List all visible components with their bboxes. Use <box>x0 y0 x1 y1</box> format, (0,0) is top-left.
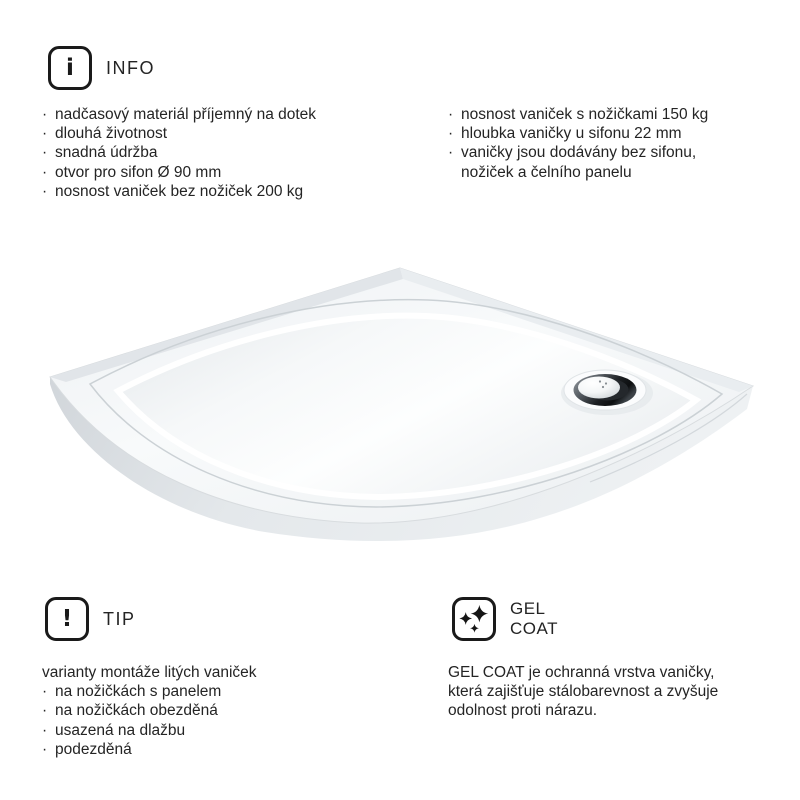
info-list-right <box>448 105 788 182</box>
bullet-marker: · <box>42 683 48 701</box>
paragraph-line <box>448 682 788 701</box>
info-icon <box>48 46 92 90</box>
gelcoat-title-line1: GEL <box>510 599 546 618</box>
info-list-left <box>42 105 392 201</box>
drain-dome-cap <box>578 377 620 399</box>
gelcoat-section-header <box>452 597 558 641</box>
list-item <box>42 740 382 759</box>
info-section-title: INFO <box>106 57 155 78</box>
gelcoat-title-line2: COAT <box>510 619 558 638</box>
list-item <box>42 124 392 143</box>
list-item <box>448 124 788 143</box>
paragraph-line-text: která zajišťuje stálobarevnost a zvyšuje <box>448 683 719 701</box>
bullet-marker: · <box>42 182 48 200</box>
sparkle-large <box>471 605 489 623</box>
tip-icon-glyph: ! <box>61 605 73 632</box>
tip-section-title: TIP <box>103 608 136 629</box>
list-item-text: vaničky jsou dodávány bez sifonu, <box>461 144 697 162</box>
list-item-text: varianty montáže litých vaniček <box>42 664 257 681</box>
drain-dot <box>605 382 607 384</box>
list-item-text: nadčasový materiál příjemný na dotek <box>55 106 317 123</box>
info-section-header <box>48 46 155 90</box>
list-item-text: na nožičkách obezděná <box>55 702 218 720</box>
list-item <box>42 105 392 124</box>
shower-tray-drawing <box>30 246 770 556</box>
list-item <box>448 163 788 182</box>
paragraph-line-text: GEL COAT je ochranná vrstva vaničky, <box>448 664 715 681</box>
list-item-text: dlouhá životnost <box>55 125 168 143</box>
bullet-marker: · <box>448 106 454 123</box>
drain-dot <box>599 380 601 382</box>
list-item <box>448 105 788 124</box>
list-item-text: na nožičkách s panelem <box>55 683 222 701</box>
bullet-marker: · <box>42 721 48 739</box>
bullet-marker: · <box>42 106 48 123</box>
bullet-marker: · <box>42 702 48 720</box>
list-item <box>42 682 382 701</box>
list-item <box>42 663 382 682</box>
sparkle-medium <box>459 612 472 625</box>
list-item-text: nosnost vaniček s nožičkami 150 kg <box>461 106 709 123</box>
info-icon-glyph: i <box>66 54 74 81</box>
sparkle-small <box>470 624 479 633</box>
sparkles-icon <box>452 597 496 641</box>
list-item-text: nosnost vaniček bez nožiček 200 kg <box>55 182 304 200</box>
list-item <box>42 182 392 201</box>
list-item <box>42 721 382 740</box>
list-item-text: nožiček a čelního panelu <box>461 163 632 181</box>
list-item <box>42 163 392 182</box>
list-item <box>42 701 382 720</box>
list-item <box>448 143 788 162</box>
bullet-marker: · <box>42 163 48 181</box>
list-item-text: usazená na dlažbu <box>55 721 186 739</box>
gelcoat-section-title <box>510 599 558 639</box>
bullet-marker: · <box>42 125 48 143</box>
list-item-text: snadná údržba <box>55 144 158 162</box>
list-item <box>42 143 392 162</box>
tip-section-header <box>45 597 136 641</box>
tip-list <box>42 663 382 759</box>
bullet-marker: · <box>448 125 454 143</box>
gelcoat-paragraph <box>448 663 788 721</box>
bullet-marker: · <box>448 144 454 162</box>
paragraph-line <box>448 663 788 682</box>
exclamation-icon <box>45 597 89 641</box>
list-item-text: hloubka vaničky u sifonu 22 mm <box>461 125 682 143</box>
bullet-marker <box>448 163 461 182</box>
bullet-marker: · <box>42 740 48 758</box>
list-item-text: podezděná <box>55 740 132 758</box>
paragraph-line-text: odolnost proti nárazu. <box>448 702 598 720</box>
sparkles-icon-drawing <box>455 600 493 638</box>
paragraph-line <box>448 701 788 720</box>
shower-tray-image <box>30 246 770 556</box>
list-item-text: otvor pro sifon Ø 90 mm <box>55 163 222 181</box>
bullet-marker: · <box>42 144 48 162</box>
drain-dot <box>602 386 604 388</box>
